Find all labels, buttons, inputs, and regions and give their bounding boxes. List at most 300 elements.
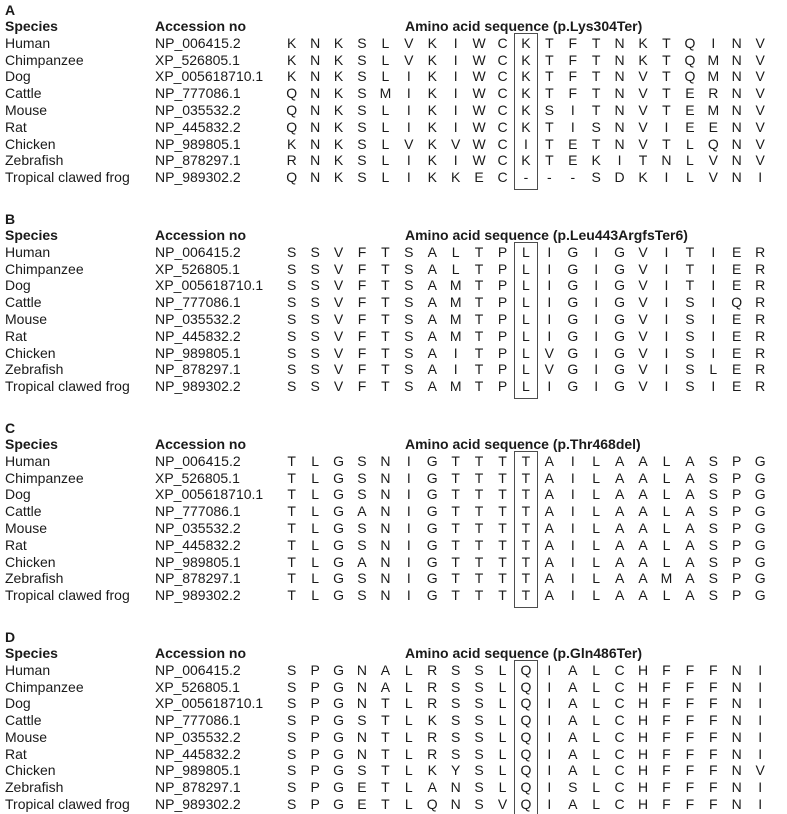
alignment-row: [5, 378, 787, 395]
species-cell: Chicken: [5, 135, 56, 152]
aa-letter: T: [498, 519, 507, 536]
aa-letter: N: [614, 85, 625, 102]
aa-letter: T: [591, 101, 601, 118]
sequence-cell: [280, 244, 772, 261]
aa-letter: N: [380, 587, 391, 604]
aa-letter: T: [474, 277, 484, 294]
aa-letter: V: [755, 152, 765, 169]
aa-letter: K: [333, 51, 344, 68]
aa-letter: T: [381, 243, 390, 260]
sequence-cell: [280, 587, 772, 604]
aa-letter: T: [474, 327, 484, 344]
aa-letter: P: [310, 712, 320, 729]
aa-letter: S: [357, 135, 367, 152]
aa-letter: L: [381, 169, 390, 186]
aa-letter: L: [592, 486, 601, 503]
aa-letter: N: [310, 51, 321, 68]
aa-letter: M: [449, 310, 462, 327]
aa-letter: S: [357, 712, 367, 729]
aa-letter: V: [638, 378, 648, 395]
aa-letter: I: [406, 68, 411, 85]
aa-letter: T: [521, 553, 531, 570]
aa-letter: S: [310, 243, 320, 260]
aa-letter: G: [754, 587, 766, 604]
aa-letter: T: [287, 469, 296, 486]
aa-letter: G: [614, 378, 626, 395]
alignment-row: [5, 570, 787, 587]
aa-letter: K: [521, 152, 531, 169]
aa-letter: W: [472, 152, 486, 169]
column-header-row: [5, 436, 787, 453]
accession-cell: NP_989805.1: [155, 135, 241, 152]
aa-letter: L: [662, 486, 671, 503]
aa-letter: P: [310, 745, 320, 762]
aa-letter: L: [592, 745, 601, 762]
aa-letter: G: [333, 469, 344, 486]
aa-letter: T: [381, 796, 390, 813]
aa-letter: G: [333, 762, 344, 779]
aa-letter: C: [614, 762, 625, 779]
aa-letter: L: [592, 728, 601, 745]
aa-letter: A: [568, 712, 578, 729]
alignment-row: [5, 662, 787, 679]
aa-letter: T: [381, 260, 390, 277]
sequence-cell: [280, 486, 772, 503]
aa-letter: T: [451, 452, 460, 469]
aa-letter: K: [521, 101, 531, 118]
aa-letter: M: [660, 570, 673, 587]
aa-letter: H: [637, 796, 649, 813]
accession-cell: XP_005618710.1: [155, 68, 264, 85]
aa-letter: K: [427, 101, 437, 118]
aa-letter: T: [474, 294, 484, 311]
species-cell: Rat: [5, 118, 27, 135]
aa-letter: S: [357, 570, 367, 587]
aa-letter: I: [547, 243, 552, 260]
aa-letter: T: [521, 570, 531, 587]
accession-cell: NP_035532.2: [155, 310, 241, 327]
aa-letter: A: [638, 486, 648, 503]
aa-letter: P: [310, 661, 320, 678]
aa-letter: C: [614, 779, 625, 796]
aa-letter: F: [709, 712, 718, 729]
aa-letter: C: [497, 101, 508, 118]
aa-letter: V: [755, 118, 765, 135]
aa-letter: L: [592, 536, 601, 553]
aa-letter: F: [357, 277, 367, 294]
aa-letter: N: [731, 745, 742, 762]
aa-letter: L: [522, 344, 530, 361]
aa-letter: G: [333, 587, 344, 604]
aa-letter: S: [450, 728, 461, 745]
aa-letter: S: [310, 327, 320, 344]
aa-letter: R: [286, 152, 297, 169]
aa-letter: T: [474, 361, 484, 378]
species-cell: Dog: [5, 68, 31, 85]
aa-letter: T: [474, 486, 484, 503]
aa-letter: L: [381, 51, 390, 68]
aa-letter: L: [522, 310, 530, 327]
aa-letter: W: [472, 51, 486, 68]
accession-cell: NP_777086.1: [155, 503, 241, 520]
aa-letter: K: [333, 34, 344, 51]
alignment-row: [5, 453, 787, 470]
aa-letter: L: [311, 570, 320, 587]
aa-letter: I: [453, 68, 458, 85]
aa-letter: I: [406, 536, 411, 553]
accession-cell: XP_526805.1: [155, 260, 240, 277]
accession-cell: NP_989302.2: [155, 796, 241, 813]
aa-letter: F: [709, 728, 718, 745]
aa-letter: K: [427, 135, 437, 152]
aa-letter: S: [357, 762, 367, 779]
aa-letter: E: [357, 796, 367, 813]
aa-letter: F: [662, 661, 671, 678]
aa-letter: L: [592, 762, 601, 779]
aa-letter: I: [547, 378, 552, 395]
aa-letter: L: [498, 779, 507, 796]
aa-letter: Q: [520, 661, 532, 678]
aa-letter: G: [333, 678, 344, 695]
aa-letter: A: [685, 536, 695, 553]
aa-letter: L: [498, 762, 507, 779]
column-header-row: [5, 18, 787, 35]
aa-letter: G: [754, 519, 766, 536]
aa-letter: P: [732, 553, 742, 570]
aa-letter: C: [614, 745, 625, 762]
alignment-row: [5, 102, 787, 119]
sequence-cell: [280, 695, 772, 712]
aa-letter: I: [570, 570, 575, 587]
species-cell: Human: [5, 452, 51, 469]
aa-letter: I: [406, 519, 411, 536]
aa-letter: M: [449, 378, 462, 395]
aa-letter: K: [638, 34, 648, 51]
aa-letter: N: [380, 519, 391, 536]
aa-letter: I: [594, 294, 599, 311]
aa-letter: K: [521, 85, 531, 102]
sequence-cell: [280, 729, 772, 746]
aa-letter: A: [614, 570, 625, 587]
aa-letter: T: [381, 762, 390, 779]
aa-letter: F: [685, 661, 695, 678]
aa-letter: S: [357, 587, 367, 604]
aa-letter: V: [638, 85, 648, 102]
alignment-row: [5, 503, 787, 520]
aa-letter: A: [380, 661, 391, 678]
aa-letter: N: [731, 661, 742, 678]
aa-letter: T: [381, 294, 390, 311]
aa-letter: T: [638, 152, 648, 169]
alignment-row: [5, 537, 787, 554]
aa-letter: L: [522, 243, 530, 260]
aa-letter: Q: [520, 695, 532, 712]
alignment-row: [5, 695, 787, 712]
aa-letter: N: [356, 728, 368, 745]
aa-letter: P: [310, 779, 320, 796]
aa-letter: C: [614, 796, 625, 813]
aa-letter: I: [594, 378, 599, 395]
aa-letter: P: [732, 486, 742, 503]
aa-letter: E: [708, 118, 718, 135]
aa-letter: I: [711, 378, 716, 395]
aa-letter: N: [731, 695, 742, 712]
panel-label: C: [5, 419, 16, 436]
accession-cell: NP_878297.1: [155, 779, 241, 796]
aa-letter: Q: [684, 34, 696, 51]
alignment-row: [5, 779, 787, 796]
aa-letter: I: [453, 101, 458, 118]
aa-letter: R: [708, 85, 719, 102]
accession-cell: NP_445832.2: [155, 327, 241, 344]
aa-letter: S: [357, 68, 367, 85]
sequence-cell: [280, 662, 772, 679]
aa-letter: N: [614, 68, 625, 85]
sequence-column-header: Amino acid sequence (p.Lys304Ter): [405, 18, 643, 34]
aa-letter: S: [404, 378, 414, 395]
species-cell: Chimpanzee: [5, 469, 84, 486]
aa-letter: S: [310, 260, 320, 277]
aa-letter: I: [406, 469, 411, 486]
aa-letter: N: [356, 678, 368, 695]
aa-letter: L: [592, 553, 601, 570]
aa-letter: V: [404, 34, 414, 51]
aa-letter: N: [731, 118, 742, 135]
aa-letter: P: [497, 344, 508, 361]
aa-letter: S: [357, 152, 367, 169]
aa-letter: I: [758, 728, 763, 745]
aa-letter: F: [685, 745, 695, 762]
alignment-panel-d: [5, 629, 787, 813]
aa-letter: F: [568, 34, 578, 51]
accession-cell: NP_878297.1: [155, 570, 241, 587]
aa-letter: A: [614, 519, 625, 536]
aa-letter: F: [357, 294, 367, 311]
aa-letter: I: [570, 469, 575, 486]
aa-letter: V: [638, 327, 648, 344]
aa-letter: V: [333, 260, 344, 277]
aa-letter: N: [310, 169, 321, 186]
aa-letter: G: [333, 712, 344, 729]
aa-letter: T: [685, 277, 695, 294]
alignment-row: [5, 345, 787, 362]
aa-letter: I: [664, 294, 669, 311]
aa-letter: F: [662, 728, 671, 745]
accession-cell: NP_878297.1: [155, 361, 241, 378]
aa-letter: F: [685, 796, 695, 813]
aa-letter: V: [333, 327, 344, 344]
aa-letter: T: [451, 587, 460, 604]
aa-letter: L: [498, 661, 507, 678]
aa-letter: E: [685, 118, 695, 135]
aa-letter: I: [711, 243, 716, 260]
aa-letter: L: [404, 796, 413, 813]
aa-letter: T: [521, 469, 531, 486]
aa-letter: A: [427, 310, 437, 327]
aa-letter: V: [497, 796, 508, 813]
aa-letter: G: [426, 570, 438, 587]
aa-letter: A: [427, 277, 437, 294]
accession-cell: XP_005618710.1: [155, 277, 264, 294]
sequence-cell: [280, 345, 772, 362]
aa-letter: V: [638, 344, 648, 361]
aa-letter: G: [567, 294, 579, 311]
aa-letter: L: [592, 661, 601, 678]
aa-letter: G: [333, 728, 344, 745]
aa-letter: E: [732, 378, 742, 395]
gap-residue: -: [523, 169, 529, 186]
aa-letter: K: [427, 34, 437, 51]
aa-letter: V: [638, 277, 648, 294]
aa-letter: I: [664, 260, 669, 277]
alignment-row: [5, 68, 787, 85]
aa-letter: K: [521, 68, 531, 85]
aa-letter: V: [333, 243, 344, 260]
aa-letter: V: [404, 51, 414, 68]
aa-letter: R: [427, 745, 438, 762]
aa-letter: F: [685, 762, 695, 779]
aa-letter: N: [356, 695, 368, 712]
aa-letter: S: [287, 661, 297, 678]
aa-letter: M: [707, 68, 720, 85]
aa-letter: S: [287, 243, 297, 260]
aa-letter: I: [547, 762, 552, 779]
aa-letter: Q: [426, 796, 438, 813]
sequence-cell: [280, 554, 772, 571]
aa-letter: T: [521, 503, 531, 520]
aa-letter: I: [453, 361, 458, 378]
species-cell: Cattle: [5, 712, 42, 729]
aa-letter: G: [333, 519, 344, 536]
aa-letter: L: [311, 452, 320, 469]
panel-label: B: [5, 210, 16, 227]
aa-letter: I: [570, 553, 575, 570]
aa-letter: L: [592, 695, 601, 712]
aa-letter: K: [427, 169, 437, 186]
alignment-row: [5, 328, 787, 345]
aa-letter: I: [406, 118, 411, 135]
accession-column-header: Accession no: [155, 226, 247, 243]
accession-column-header: Accession no: [155, 644, 247, 661]
aa-letter: S: [310, 361, 320, 378]
aa-letter: M: [707, 51, 720, 68]
aa-letter: A: [614, 469, 625, 486]
aa-letter: W: [472, 118, 486, 135]
alignment-panels-container: [5, 2, 787, 813]
aa-letter: P: [497, 260, 508, 277]
aa-letter: L: [311, 519, 320, 536]
aa-letter: S: [474, 728, 484, 745]
sequence-cell: [280, 453, 772, 470]
species-cell: Chimpanzee: [5, 51, 84, 68]
aa-letter: S: [287, 310, 297, 327]
aa-letter: W: [472, 68, 486, 85]
species-cell: Mouse: [5, 519, 48, 536]
aa-letter: S: [591, 169, 601, 186]
aa-letter: K: [638, 51, 648, 68]
accession-cell: NP_989805.1: [155, 553, 241, 570]
aa-letter: T: [474, 378, 484, 395]
aa-letter: N: [380, 570, 391, 587]
alignment-row: [5, 520, 787, 537]
aa-letter: N: [380, 452, 391, 469]
aa-letter: I: [570, 587, 575, 604]
aa-letter: R: [755, 243, 766, 260]
aa-letter: L: [404, 728, 413, 745]
aa-letter: I: [453, 152, 458, 169]
aa-letter: S: [708, 452, 718, 469]
aa-letter: K: [521, 118, 531, 135]
aa-letter: Q: [684, 68, 696, 85]
aa-letter: I: [453, 34, 458, 51]
aa-letter: T: [287, 486, 296, 503]
sequence-cell: [280, 261, 772, 278]
aa-letter: L: [381, 68, 390, 85]
aa-letter: S: [474, 779, 484, 796]
aa-letter: I: [570, 486, 575, 503]
aa-letter: A: [544, 553, 555, 570]
aa-letter: F: [568, 85, 578, 102]
aa-letter: T: [381, 695, 390, 712]
aa-letter: K: [333, 118, 344, 135]
aa-letter: E: [357, 779, 367, 796]
aa-letter: I: [664, 327, 669, 344]
aa-letter: G: [426, 519, 438, 536]
aa-letter: C: [497, 152, 508, 169]
column-header-row: [5, 227, 787, 244]
aa-letter: G: [333, 779, 344, 796]
sequence-cell: [280, 378, 772, 395]
alignment-row: [5, 587, 787, 604]
aa-letter: P: [310, 678, 320, 695]
aa-letter: S: [474, 712, 484, 729]
aa-letter: M: [449, 327, 462, 344]
aa-letter: L: [381, 118, 390, 135]
aa-letter: N: [731, 68, 742, 85]
aa-letter: T: [474, 469, 484, 486]
aa-letter: I: [406, 570, 411, 587]
aa-letter: T: [685, 243, 695, 260]
aa-letter: L: [498, 728, 507, 745]
aa-letter: A: [614, 452, 625, 469]
aa-letter: G: [567, 243, 579, 260]
aa-letter: L: [404, 712, 413, 729]
aa-letter: R: [755, 344, 766, 361]
aa-letter: A: [638, 553, 648, 570]
species-cell: Dog: [5, 695, 31, 712]
aa-letter: I: [406, 169, 411, 186]
aa-letter: N: [731, 101, 742, 118]
aa-letter: L: [662, 452, 671, 469]
alignment-row: [5, 796, 787, 813]
aa-letter: T: [521, 536, 531, 553]
aa-letter: G: [614, 243, 626, 260]
species-column-header: Species: [5, 226, 58, 243]
aa-letter: F: [357, 310, 367, 327]
aa-letter: N: [614, 135, 625, 152]
aa-letter: A: [685, 570, 695, 587]
aa-letter: S: [357, 452, 367, 469]
aa-letter: A: [568, 745, 578, 762]
aa-letter: G: [754, 553, 766, 570]
aa-letter: T: [498, 536, 507, 553]
panel-label: A: [5, 2, 16, 18]
aa-letter: I: [453, 118, 458, 135]
aa-letter: T: [591, 68, 601, 85]
aa-letter: V: [333, 378, 344, 395]
alignment-row: [5, 35, 787, 52]
aa-letter: G: [614, 294, 626, 311]
